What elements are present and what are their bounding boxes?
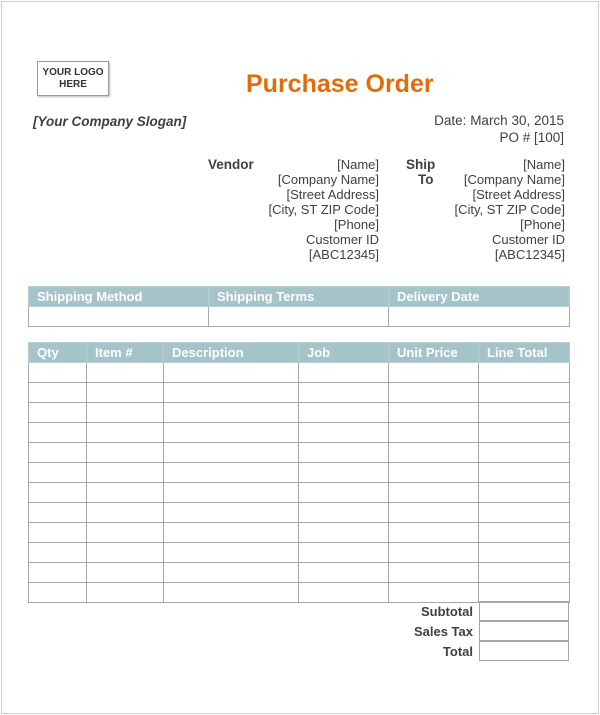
line-items-table [28,342,570,603]
unit-price-cell[interactable] [389,403,479,423]
unit-price-cell[interactable] [389,583,479,603]
ship-to-line: [Phone] [520,217,565,232]
description-cell[interactable] [164,583,299,603]
line-total-cell[interactable] [479,423,570,443]
qty-cell[interactable] [29,363,87,383]
description-cell[interactable] [164,383,299,403]
logo-text-line1: YOUR LOGO [42,66,104,78]
shipping-table [28,286,570,327]
items-header-row [29,343,570,363]
vendor-line: [City, ST ZIP Code] [268,202,379,217]
delivery-date-cell[interactable] [389,307,570,327]
job-cell[interactable] [299,403,389,423]
vendor-line: [ABC12345] [308,247,379,262]
logo-placeholder [37,61,109,96]
ship-to-line: [City, ST ZIP Code] [454,202,565,217]
item-number-cell[interactable] [87,483,164,503]
item-number-cell[interactable] [87,503,164,523]
item-row [29,423,570,443]
ship-to-line: [Company Name] [463,172,565,187]
job-cell[interactable] [299,563,389,583]
shipping-method-cell[interactable] [29,307,209,327]
job-cell[interactable] [299,383,389,403]
line-total-header: Line Total [479,343,570,363]
item-row [29,383,570,403]
qty-header: Qty [29,343,87,363]
unit-price-cell[interactable] [389,503,479,523]
unit-price-cell[interactable] [389,483,479,503]
shipping-method-header: Shipping Method [29,287,209,307]
job-cell[interactable] [299,543,389,563]
item-number-cell[interactable] [87,443,164,463]
shipping-terms-header: Shipping Terms [209,287,389,307]
qty-cell[interactable] [29,443,87,463]
unit-price-cell[interactable] [389,443,479,463]
line-total-cell[interactable] [479,483,570,503]
item-number-cell[interactable] [87,423,164,443]
item-number-cell[interactable] [87,363,164,383]
description-cell[interactable] [164,523,299,543]
description-cell[interactable] [164,483,299,503]
item-number-cell[interactable] [87,543,164,563]
ship-to-label-line2: To [418,172,434,187]
date-line [434,113,564,128]
description-cell[interactable] [164,563,299,583]
logo-text-line2: HERE [59,78,87,90]
item-row [29,503,570,523]
job-cell[interactable] [299,583,389,603]
qty-cell[interactable] [29,503,87,523]
description-cell[interactable] [164,543,299,563]
item-number-cell[interactable] [87,403,164,423]
sales-tax-label: Sales Tax [413,624,473,639]
total-label: Total [442,644,473,659]
unit-price-cell[interactable] [389,423,479,443]
unit-price-cell[interactable] [389,523,479,543]
unit-price-cell[interactable] [389,463,479,483]
line-total-cell[interactable] [479,523,570,543]
vendor-line: [Street Address] [286,187,379,202]
ship-to-address [454,157,565,262]
job-cell[interactable] [299,443,389,463]
item-number-cell[interactable] [87,383,164,403]
vendor-label: Vendor [208,157,254,172]
item-row [29,443,570,463]
ship-to-line: [Street Address] [472,187,565,202]
document-title: Purchase Order [246,70,434,98]
qty-cell[interactable] [29,543,87,563]
description-cell[interactable] [164,363,299,383]
qty-cell[interactable] [29,463,87,483]
description-cell[interactable] [164,503,299,523]
ship-to-label-line1: Ship [406,157,436,172]
qty-cell[interactable] [29,483,87,503]
job-cell[interactable] [299,423,389,443]
job-cell[interactable] [299,503,389,523]
item-number-cell[interactable] [87,563,164,583]
line-total-cell[interactable] [479,383,570,403]
company-slogan: [Your Company Slogan] [33,114,187,129]
delivery-date-header: Delivery Date [389,287,570,307]
qty-cell[interactable] [29,523,87,543]
line-total-cell[interactable] [479,403,570,423]
unit-price-cell[interactable] [389,383,479,403]
subtotal-row [380,601,569,621]
job-cell[interactable] [299,363,389,383]
sales-tax-value-cell[interactable] [479,621,569,641]
item-number-header: Item # [87,343,164,363]
po-line [499,130,564,145]
unit-price-cell[interactable] [389,563,479,583]
unit-price-header: Unit Price [389,343,479,363]
item-number-cell[interactable] [87,523,164,543]
line-total-cell[interactable] [479,563,570,583]
unit-price-cell[interactable] [389,543,479,563]
shipping-header-row [29,287,570,307]
job-cell[interactable] [299,463,389,483]
line-total-cell[interactable] [479,583,570,603]
item-row [29,463,570,483]
line-total-cell[interactable] [479,463,570,483]
ship-to-line: Customer ID [492,232,565,247]
shipping-terms-cell[interactable] [209,307,389,327]
vendor-address [268,157,379,262]
job-header: Job [299,343,389,363]
total-row [380,641,569,661]
date-value: March 30, 2015 [470,113,564,128]
line-total-cell[interactable] [479,443,570,463]
vendor-line: [Phone] [334,217,379,232]
description-cell[interactable] [164,443,299,463]
qty-cell[interactable] [29,563,87,583]
vendor-line: [Name] [337,157,379,172]
sales-tax-row [380,621,569,641]
vendor-line: [Company Name] [277,172,379,187]
subtotal-label: Subtotal [421,604,473,619]
shipping-row [29,307,570,327]
total-value-cell[interactable] [479,641,569,661]
description-header: Description [164,343,299,363]
qty-cell[interactable] [29,403,87,423]
ship-to-line: [Name] [523,157,565,172]
line-total-cell[interactable] [479,543,570,563]
item-row [29,583,570,603]
item-number-cell[interactable] [87,463,164,483]
item-number-cell[interactable] [87,583,164,603]
line-total-cell[interactable] [479,503,570,523]
job-cell[interactable] [299,483,389,503]
po-label: PO # [499,130,531,145]
job-cell[interactable] [299,523,389,543]
item-row [29,543,570,563]
unit-price-cell[interactable] [389,363,479,383]
description-cell[interactable] [164,463,299,483]
item-row [29,403,570,423]
subtotal-value-cell[interactable] [479,601,569,621]
ship-to-line: [ABC12345] [494,247,565,262]
date-label: Date: [434,113,467,128]
description-cell[interactable] [164,403,299,423]
item-row [29,363,570,383]
line-total-cell[interactable] [479,363,570,383]
item-row [29,483,570,503]
item-row [29,523,570,543]
qty-cell[interactable] [29,583,87,603]
qty-cell[interactable] [29,383,87,403]
ship-to-label [406,157,435,187]
item-row [29,563,570,583]
po-value: [100] [533,130,564,145]
vendor-line: Customer ID [306,232,379,247]
description-cell[interactable] [164,423,299,443]
qty-cell[interactable] [29,423,87,443]
